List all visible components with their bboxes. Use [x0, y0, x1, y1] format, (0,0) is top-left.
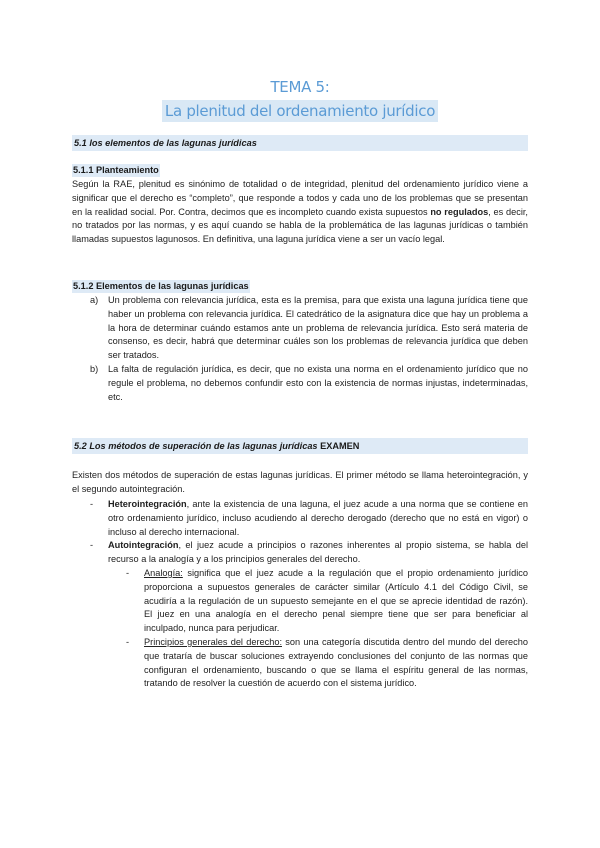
section-heading-text: 5.2 Los métodos de superación de las lagunas jurídicas	[74, 441, 318, 451]
para-text-after: , es decir, no tratados por las normas, y es aquí cuando se habla de la problemática de las lagunas jurídicas o también llamadas supuestos lagunosos. En definitiva, una laguna jurídica viene a ser un vacío legal.	[72, 206, 528, 245]
para-text-before: Según la RAE, plenitud es sinónimo de totalidad o de integridad, plenitud del ordenamiento jurídico viene a significar que el derecho es “completo”, que responde a todos y cada uno de los problemas que se presentan en la realidad social. Por. Contra, decimos que es incompleto cuando exista supuestos	[72, 179, 528, 217]
list-item	[72, 363, 528, 404]
list-item-text: La falta de regulación jurídica, es decir, que no exista una norma en el ordenamiento jurídico que no regule el problema, no debemos confundir esto con la existencia de normas injustas, indeterminadas, etc.	[108, 363, 528, 402]
term-heterointegracion: Heterointegración	[108, 499, 187, 509]
list-item	[72, 294, 528, 363]
section-heading-5-2	[72, 438, 528, 454]
term-autointegracion: Autointegración	[108, 540, 179, 551]
list-item-text: Un problema con relevancia jurídica, esta es la premisa, para que exista una laguna jurídica tiene que haber un problema con relevancia jurídica. El catedrático de la asignatura dice que hay un problema a la hora de determinar cuándo estamos ante un problema de relevancia jurídica. Esto será materia de consenso, es decir, habrá que determinar cuáles son los problemas de relevancia jurídica que deben ser tratados.	[108, 295, 528, 361]
list-item	[72, 498, 528, 539]
sub-list-item	[72, 636, 528, 691]
title-topic-number: TEMA 5:	[270, 78, 330, 96]
exam-tag: EXAMEN	[317, 441, 360, 451]
para-text-bold: no regulados	[430, 206, 489, 217]
list-item-text: significa que el juez acude a la regulación que el propio ordenamiento jurídico proporciona a supuestos generales de carácter similar (Artículo 4.1 del Código Civil, se acudiría a la regulación de un supuesto semejante en el que se aprecie identidad de razón). El juez en una analogía en el derecho penal siempre tiene que ser para beneficiar al inculpado, nunca para perjudicar.	[144, 567, 528, 634]
dash-bullet: -	[90, 499, 94, 509]
subsection-heading-5-1-1: 5.1.1 Planteamiento	[73, 165, 159, 175]
title-topic-name: La plenitud del ordenamiento jurídico	[162, 100, 438, 122]
list-marker: a)	[90, 295, 99, 305]
document-title	[0, 76, 600, 122]
paragraph-planteamiento	[72, 178, 528, 247]
term-principios-generales: Principios generales del derecho:	[144, 636, 282, 647]
dash-bullet: -	[90, 540, 94, 551]
dash-bullet: -	[126, 636, 130, 647]
list-item-text: , ante la existencia de una laguna, el juez acude a una norma que se contiene en otro ordenamiento jurídico, incluso acudiendo al derecho derogado (derecho que no está en vigor) o incluso al derecho internacional.	[108, 499, 528, 537]
subsection-heading-5-1-2: 5.1.2 Elementos de las lagunas jurídicas	[73, 281, 249, 291]
methods-list	[72, 498, 528, 691]
elements-list	[72, 294, 528, 404]
list-marker: b)	[90, 363, 99, 374]
sub-list-item	[72, 567, 528, 636]
list-item-text: son una categoría discutida dentro del mundo del derecho que trataría de buscar soluciones extrayendo conclusiones del conjunto de las normas que configuran el ordenamiento, buscando o que se llama el espíritu general de las normas, tratando de resolver la cuestión de acuerdo con el sistema jurídico.	[144, 636, 528, 689]
list-item-text: , el juez acude a principios o razones inherentes al propio sistema, se habla del recurso a la analogía y a los principios generales del derecho.	[108, 540, 528, 565]
list-item	[72, 539, 528, 567]
dash-bullet: -	[126, 567, 130, 578]
term-analogia: Analogía:	[144, 567, 183, 578]
paragraph-methods-intro: Existen dos métodos de superación de estas lagunas jurídicas. El primer método se llama heterointegración, y el segundo autointegración.	[72, 470, 528, 494]
section-heading-5-1: 5.1 los elementos de las lagunas jurídicas	[72, 135, 528, 151]
